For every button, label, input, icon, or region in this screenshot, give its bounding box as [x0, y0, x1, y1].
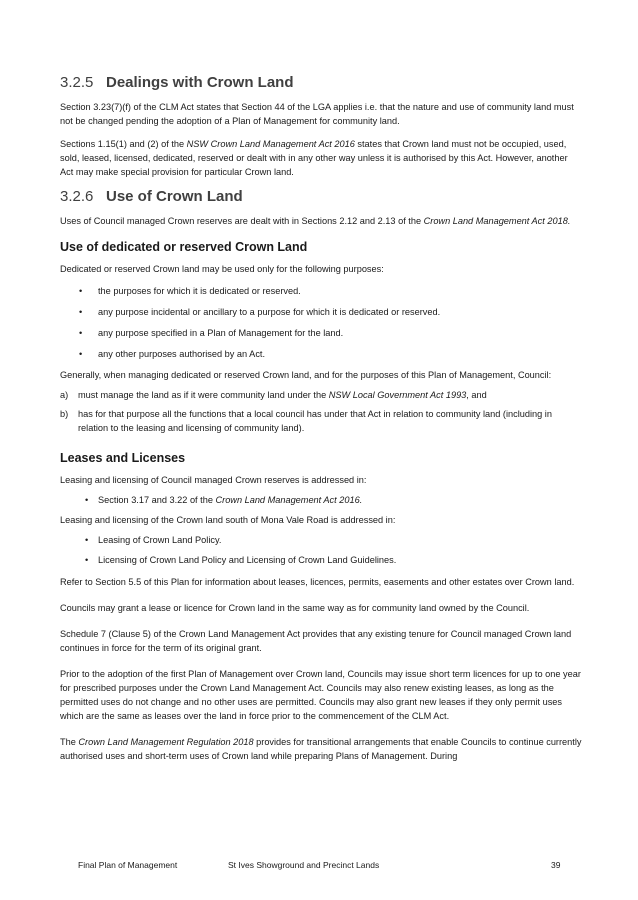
paragraph: Dedicated or reserved Crown land may be used only for the following purposes:	[60, 264, 384, 274]
paragraph-text: provides for transitional arrangements that enable Councils to continue currently authorised uses and short-term uses of Crown land while preparing Plans of Management. During	[60, 737, 582, 761]
list-item	[60, 388, 582, 402]
list-item-text: Section 3.17 and 3.22 of the	[98, 495, 216, 505]
subheading-dedicated: Use of dedicated or reserved Crown Land	[60, 240, 308, 254]
paragraph-text: states that Crown land must not be occupied, used, sold, leased, licensed, dedicated, reserved or dealt with in any other way unless it is authorised by this Act. However, another Act may make special provision for particular Crown land.	[60, 139, 568, 177]
list-item	[60, 553, 582, 567]
leases-list-1	[60, 493, 582, 507]
list-item	[60, 326, 582, 340]
act-title: NSW Local Government Act 1993	[328, 390, 467, 400]
act-title: Crown Land Management Act 2016.	[215, 495, 363, 505]
footer-document-title: Final Plan of Management	[78, 860, 178, 870]
list-item	[60, 284, 582, 298]
list-item	[60, 493, 582, 507]
paragraph	[60, 735, 582, 763]
bullet-icon: •	[79, 328, 83, 338]
page-content	[60, 74, 582, 772]
list-item	[60, 305, 582, 319]
paragraph-text: Section 3.23(7)(f) of the CLM Act states that Section 44 of the LGA applies i.e. that the nature and use of community land must not be changed pending the adoption of a Plan of Management for community land.	[60, 102, 574, 126]
list-item	[60, 533, 582, 547]
act-title: NSW Crown Land Management Act 2016	[186, 139, 355, 149]
paragraph	[60, 137, 582, 179]
regulation-title: Crown Land Management Regulation 2018	[78, 737, 254, 747]
council-obligations-list	[60, 388, 582, 435]
list-item-text: , and	[466, 390, 487, 400]
list-item	[60, 407, 582, 435]
footer-site-name: St Ives Showground and Precinct Lands	[228, 860, 380, 870]
section-number: 3.2.6	[60, 188, 94, 205]
list-item-text: any purpose incidental or ancillary to a purpose for which it is dedicated or reserved.	[98, 307, 441, 317]
section-heading-3-2-6	[60, 188, 582, 205]
paragraph	[60, 100, 582, 128]
paragraph: Leasing and licensing of Council managed Crown reserves is addressed in:	[60, 475, 367, 485]
paragraph: Refer to Section 5.5 of this Plan for information about leases, licences, permits, easements and other estates over Crown land.	[60, 577, 575, 587]
paragraph: Schedule 7 (Clause 5) of the Crown Land Management Act provides that any existing tenure for Council managed Crown land continues in force for the term of its original grant.	[60, 629, 572, 653]
paragraph: Leasing and licensing of the Crown land south of Mona Vale Road is addressed in:	[60, 515, 396, 525]
paragraph-text: Sections 1.15(1) and (2) of the	[60, 139, 187, 149]
bullet-icon: •	[79, 286, 83, 296]
list-item-text: any purpose specified in a Plan of Management for the land.	[98, 328, 344, 338]
paragraph-text: Uses of Council managed Crown reserves are dealt with in Sections 2.12 and 2.13 of the	[60, 216, 424, 226]
paragraph-text: The	[60, 737, 79, 747]
paragraph	[60, 214, 582, 228]
list-item-text: must manage the land as if it were community land under the	[78, 390, 329, 400]
section-title: Dealings with Crown Land	[106, 74, 294, 91]
leases-list-2	[60, 533, 582, 567]
section-number: 3.2.5	[60, 74, 94, 91]
list-item-text: the purposes for which it is dedicated or reserved.	[98, 286, 301, 296]
paragraph: Prior to the adoption of the first Plan of Management over Crown land, Councils may issue short term licences for up to one year for prescribed purposes under the Crown Land Management Act. Councils may also renew existing leases, as long as the permitted uses do not change and no other uses are permitted. Councils may also grant new leases if they only permit uses which are the same as leases over the land in force prior to the commencement of the CLM Act.	[60, 669, 581, 721]
bullet-icon: •	[85, 535, 89, 545]
list-item-text: Leasing of Crown Land Policy.	[98, 535, 222, 545]
list-marker: a)	[60, 390, 69, 400]
purposes-list	[60, 284, 582, 361]
section-heading-3-2-5	[60, 74, 582, 91]
list-marker: b)	[60, 409, 69, 419]
act-title: Crown Land Management Act 2018.	[423, 216, 571, 226]
paragraph: Generally, when managing dedicated or reserved Crown land, and for the purposes of this Plan of Management, Council:	[60, 370, 552, 380]
page-number: 39	[551, 860, 561, 870]
list-item-text: Licensing of Crown Land Policy and Licensing of Crown Land Guidelines.	[98, 555, 397, 565]
list-item-text: has for that purpose all the functions that a local council has under that Act in relation to community land (including in relation to the leasing and licensing of community land).	[78, 409, 552, 433]
bullet-icon: •	[85, 555, 89, 565]
paragraph: Councils may grant a lease or licence for Crown land in the same way as for community land owned by the Council.	[60, 603, 530, 613]
section-title: Use of Crown Land	[106, 188, 243, 205]
bullet-icon: •	[79, 349, 83, 359]
bullet-icon: •	[79, 307, 83, 317]
subheading-leases: Leases and Licenses	[60, 451, 186, 465]
list-item-text: any other purposes authorised by an Act.	[98, 349, 266, 359]
bullet-icon: •	[85, 495, 89, 505]
list-item	[60, 347, 582, 361]
